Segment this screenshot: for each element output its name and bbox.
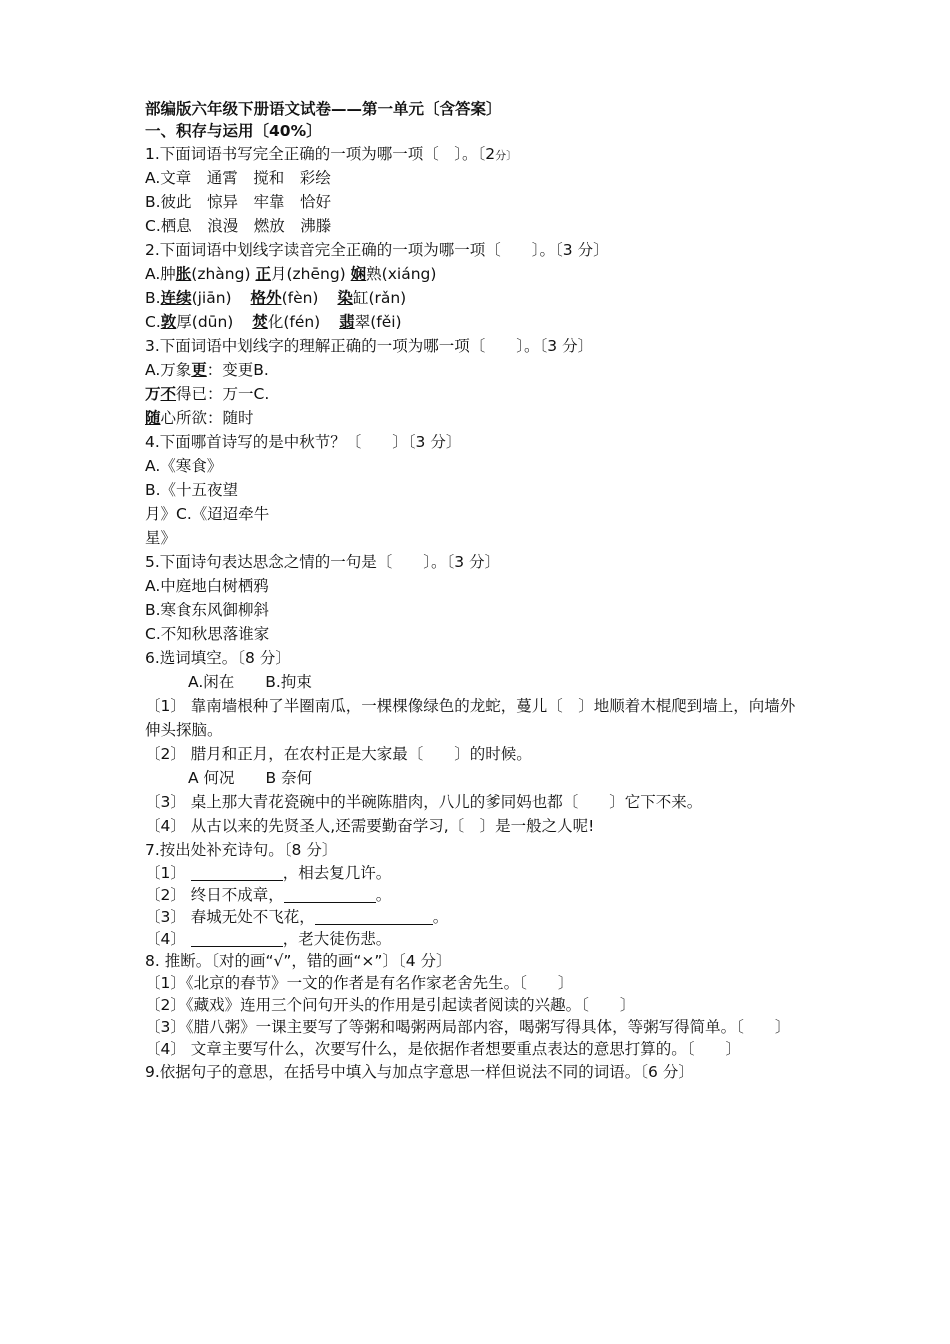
question-7-stem: 7.按出处补充诗句。〔8 分〕 bbox=[145, 841, 338, 859]
question-3-line-1: A.万象更：变更B. bbox=[145, 361, 269, 379]
question-1-option-c: C.栖息 浪漫 燃放 沸滕 bbox=[145, 217, 332, 235]
question-7-line-2: 〔2〕 终日不成章， 。 bbox=[145, 886, 392, 904]
question-5-option-a: A.中庭地白树栖鸦 bbox=[145, 577, 269, 595]
question-2-option-a: A.肿胀(zhàng) 正月(zhēng) 娴熟(xiáng) bbox=[145, 265, 437, 283]
exam-title: 部编版六年级下册语文试卷——第一单元〔含答案〕 bbox=[145, 100, 502, 118]
question-9-stem: 9.依据句子的意思，在括号中填入与加点字意思一样但说法不同的词语。〔6 分〕 bbox=[145, 1063, 694, 1081]
question-6-sentence-2: 〔2〕 腊月和正月，在农村正是大家最〔 〕的时候。 bbox=[145, 745, 532, 763]
section-heading: 一、积存与运用〔40%〕 bbox=[145, 122, 322, 140]
question-5-option-b: B.寒食东风御柳斜 bbox=[145, 601, 270, 619]
question-1-option-b: B.彼此 惊异 牢靠 恰好 bbox=[145, 193, 332, 211]
question-3-line-2: 万不得已：万一C. bbox=[145, 385, 270, 403]
question-4-line-2: B.《十五夜望 bbox=[145, 481, 239, 499]
question-3-stem: 3.下面词语中划线字的理解正确的一项为哪一项〔 〕。〔3 分〕 bbox=[145, 337, 594, 355]
question-1-option-a: A.文章 通霄 搅和 彩绘 bbox=[145, 169, 331, 187]
question-2-stem: 2.下面词语中划线字读音完全正确的一项为哪一项〔 〕。〔3 分〕 bbox=[145, 241, 609, 259]
question-7-line-4: 〔4〕 ，老大徒伤悲。 bbox=[145, 930, 392, 948]
question-1-stem: 1.下面词语书写完全正确的一项为哪一项〔 〕。〔2分〕 bbox=[145, 145, 518, 163]
question-6-sentence-4: 〔4〕 从古以来的先贤圣人,还需要勤奋学习,〔 〕是一般之人呢! bbox=[145, 817, 595, 835]
question-5-stem: 5.下面诗句表达思念之情的一句是〔 〕。〔3 分〕 bbox=[145, 553, 501, 571]
question-8-item-2: 〔2〕《藏戏》连用三个问句开头的作用是引起读者阅读的兴趣。〔 〕 bbox=[145, 996, 636, 1014]
answer-blank[interactable] bbox=[191, 930, 283, 947]
question-7-line-3: 〔3〕 春城无处不飞花， 。 bbox=[145, 908, 449, 926]
question-3-line-3: 随心所欲：随时 bbox=[145, 409, 254, 427]
exam-page bbox=[145, 98, 805, 1084]
question-5-option-c: C.不知秋思落谁家 bbox=[145, 625, 270, 643]
question-2-option-b: B.连续(jiān) 格外(fèn) 染缸(rǎn) bbox=[145, 289, 407, 307]
answer-blank[interactable] bbox=[284, 886, 376, 903]
question-4-stem: 4.下面哪首诗写的是中秋节？〔 〕〔3 分〕 bbox=[145, 433, 462, 451]
question-4-line-4: 星》 bbox=[145, 529, 177, 547]
question-4-line-3: 月》C.《迢迢牵牛 bbox=[145, 505, 270, 523]
question-6-sentence-1: 〔1〕 靠南墙根种了半圈南瓜，一棵棵像绿色的龙蛇，蔓儿〔 〕地顺着木棍爬到墙上，向墙外伸头探脑。 bbox=[145, 697, 796, 739]
question-6-sentence-3: 〔3〕 桌上那大青花瓷碗中的半碗陈腊肉，八儿的爹同妈也都〔 〕它下不来。 bbox=[145, 793, 703, 811]
question-6-options-2: A 何况 B 奈何 bbox=[188, 769, 313, 787]
question-7-line-1: 〔1〕 ，相去复几许。 bbox=[145, 864, 392, 882]
question-2-option-c: C.敦厚(dūn) 焚化(fén) 翡翠(fěi) bbox=[145, 313, 402, 331]
answer-blank[interactable] bbox=[191, 864, 283, 881]
question-4-line-1: A.《寒食》 bbox=[145, 457, 223, 475]
question-6-options-1: A.闲在 B.拘束 bbox=[188, 673, 312, 691]
question-8-stem: 8. 推断。〔对的画“√”，错的画“×”〕〔4 分〕 bbox=[145, 952, 452, 970]
answer-blank[interactable] bbox=[315, 908, 433, 925]
question-8-item-1: 〔1〕《北京的春节》一文的作者是有名作家老舍先生。〔 〕 bbox=[145, 974, 574, 992]
question-8-item-3: 〔3〕《腊八粥》一课主要写了等粥和喝粥两局部内容，喝粥写得具体，等粥写得简单。〔 〕 bbox=[145, 1018, 791, 1036]
question-6-stem: 6.选词填空。〔8 分〕 bbox=[145, 649, 291, 667]
question-8-item-4: 〔4〕 文章主要写什么，次要写什么，是依据作者想要重点表达的意思打算的。〔 〕 bbox=[145, 1040, 742, 1058]
